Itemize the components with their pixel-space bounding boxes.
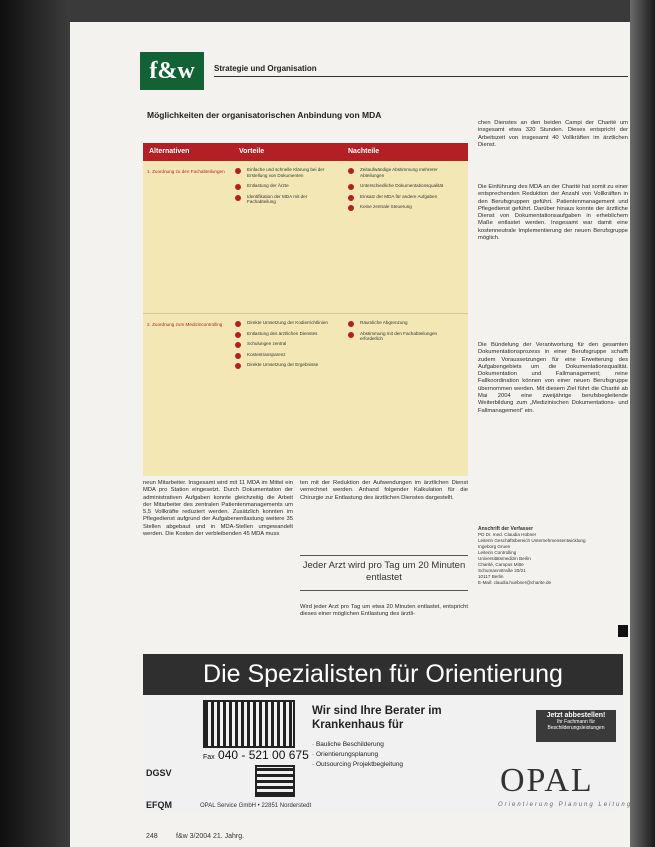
list-item: Einsatz der MDA für andere Aufgaben bbox=[348, 194, 460, 200]
list-item: Zeitaufwändige Abstimmung mehrerer Abteilungen bbox=[348, 167, 460, 178]
list-item: Unterschiedliche Dokumentationsqualität bbox=[348, 183, 460, 189]
table-row bbox=[143, 313, 468, 477]
pullquote-rule-top bbox=[300, 555, 468, 556]
end-mark bbox=[618, 625, 628, 637]
ad-headline: Die Spezialisten für Orientierung bbox=[143, 654, 623, 695]
alternative-label: 2. Zuordnung zum Medizincontrolling bbox=[147, 322, 223, 327]
author-heading: Anschrift der Verfasser bbox=[478, 526, 534, 532]
pullquote: Jeder Arzt wird pro Tag um 20 Minuten entlastet bbox=[302, 560, 466, 583]
pullquote-rule-bottom bbox=[300, 590, 468, 591]
author-line: Leiterin Controlling bbox=[478, 550, 517, 555]
list-item: Identifikation der MDA mit der Fachabteilung bbox=[235, 194, 335, 205]
header-vorteile: Vorteile bbox=[239, 148, 265, 155]
body-column-1: neun Mitarbeiter. Insgesamt wird mit 11 MDA im Mittel ein MDA pro Station eingesetzt. Durch Dokumentation der administrativen Aufgaben konnte gleichzeitig die Arbeit der Mitarbeiter des zentralen Patientenmanagements um 5,5 Vollkräfte reduziert werden. Zusätzlich konnten im Pflegedienst aufgrund der Aufgabenentlastung weitere 35 Stellen abgebaut und in MDA-Stellen umgewandelt werden. Die Kosten der verbleibenden 45 MDA muss bbox=[143, 480, 293, 538]
table-row bbox=[143, 161, 468, 313]
brand-subtitle: Orientierung Planung Leitung bbox=[498, 802, 633, 808]
section-title: Strategie und Organisation bbox=[214, 64, 317, 73]
table-header bbox=[143, 143, 468, 161]
page-top-shadow bbox=[70, 0, 630, 22]
author-line: Universitätsmedizin Berlin bbox=[478, 556, 531, 561]
ad-fax bbox=[203, 748, 309, 762]
list-item: Entlastung der Ärzte bbox=[235, 183, 335, 189]
ad-badge bbox=[536, 710, 616, 742]
list-item: Einfache und schnelle Klärung bei der Erstellung von Dokumenten bbox=[235, 167, 335, 178]
list-item: Räumliche Abgrenzung bbox=[348, 320, 460, 326]
journal-logo: f&w bbox=[140, 52, 204, 90]
list-item: Entlastung des ärztlichen Dienstes bbox=[235, 331, 335, 337]
badge-text: Ihr Fachmann für Beschilderungsleistungen bbox=[547, 719, 605, 731]
page-number: 248 bbox=[146, 833, 158, 840]
list-item: Abstimmung mit den Fachabteilungen erforderlich bbox=[348, 331, 460, 342]
ad-services bbox=[312, 740, 403, 770]
maze-graphic-icon bbox=[255, 765, 295, 797]
author-line: Ingeborg Gruen bbox=[478, 544, 511, 549]
page-shadow-left bbox=[0, 0, 70, 847]
header-alternativen: Alternativen bbox=[149, 148, 190, 155]
fax-label: Fax bbox=[203, 754, 215, 761]
body-column-3b: Die Einführung des MDA an der Charité hat somit zu einer entsprechenden Reduktion der Anzahl von Vollkräften in den Berufsgruppen geführt. Patientenmanagement und Pflegedienst geführt. Darüber hinaus konnte der ärztliche Dienst von Dokumentationsaufgaben in erheblichem Maße entlastet werden. Insgesamt war damit eine kostenneutrale Implementierung der neuen Berufsgruppe möglich. bbox=[478, 184, 628, 242]
author-line: Leiterin Geschäftsbereich Unternehmensentwicklung bbox=[478, 538, 586, 543]
badge-title: Jetzt abbestellen! bbox=[546, 712, 606, 719]
journal-issue: f&w 3/2004 21. Jahrg. bbox=[176, 833, 245, 840]
list-item: · Outsourcing Projektbegleitung bbox=[312, 761, 404, 768]
ad-tagline: Wir sind Ihre Berater im Krankenhaus für bbox=[312, 705, 442, 731]
author-line: E-Mail: claudia.huebner@charite.de bbox=[478, 580, 552, 585]
body-column-2b: Wird jeder Arzt pro Tag um etwa 20 Minuten entlastet, entspricht dieses einer möglichen Entlastung des ärztli- bbox=[300, 604, 468, 618]
list-item: · Orientierungsplanung bbox=[312, 751, 379, 758]
alternative-label: 1. Zuordnung zu den Fachabteilungen bbox=[147, 169, 225, 174]
table-title: Möglichkeiten der organisatorischen Anbindung von MDA bbox=[147, 110, 382, 120]
header-nachteile: Nachteile bbox=[348, 148, 380, 155]
vorteile-list bbox=[235, 320, 335, 373]
author-address bbox=[478, 526, 618, 586]
maze-graphic-icon bbox=[203, 700, 295, 748]
list-item: Direkte Umsetzung der Ergebnisse bbox=[235, 362, 335, 368]
nachteile-list bbox=[348, 167, 460, 215]
author-line: 10117 Berlin bbox=[478, 574, 504, 579]
author-line: PD Dr. med. Claudia Hübner bbox=[478, 532, 537, 537]
certification-logo: DGSV bbox=[146, 768, 172, 778]
brand-logo: OPAL bbox=[500, 762, 594, 799]
body-column-3a: chen Dienstes an den beiden Campi der Charité um insgesamt etwa 320 Stunden. Dieses entspricht der Arbeitszeit von insgesamt 40 Vollkräften im ärztlichen Dienst. bbox=[478, 120, 628, 148]
author-line: Schumannstraße 20/21 bbox=[478, 568, 526, 573]
page-shadow-right bbox=[630, 0, 655, 847]
body-column-3c: Die Bündelung der Verantwortung für den gesamten Dokumentationsprozess in einer Berufsgruppe schafft zudem Voraussetzungen für eine Erweiterung des Aufgabengebiets um die Dokumentationsqualität. Dokumentation und Fallmanagement; reine Fallkoordination können von einer neuen Berufsgruppe übernommen werden. Mit diesem Ziel führt die Charité ab Mai 2004 eine zweijährige berufsbegleitende Weiterbildung zum „Medizinischen Dokumentations- und Fallmanagement“ ein. bbox=[478, 342, 628, 414]
body-column-2: ten mit der Reduktion der Aufwendungen im ärztlichen Dienst verrechnet werden. Anhand folgender Kalkulation für die Chirurgie zur Entlastung des ärztlichen Dienstes dargestellt. bbox=[300, 480, 468, 501]
company-address: OPAL Service GmbH • 22851 Norderstedt bbox=[200, 803, 312, 809]
fax-number: 040 - 521 00 675 bbox=[218, 748, 309, 762]
nachteile-list bbox=[348, 320, 460, 347]
list-item: Keine zentrale Steuerung bbox=[348, 204, 460, 210]
header-rule bbox=[214, 76, 628, 77]
vorteile-list bbox=[235, 167, 335, 210]
list-item: · Bauliche Beschilderung bbox=[312, 741, 384, 748]
certification-logo: EFQM bbox=[146, 800, 172, 810]
list-item: Schulungen zentral bbox=[235, 341, 335, 347]
author-line: Charité, Campus Mitte bbox=[478, 562, 524, 567]
list-item: Direkte Umsetzung der Kodierrichtlinien bbox=[235, 320, 335, 326]
list-item: Kostentransparenz bbox=[235, 352, 335, 358]
